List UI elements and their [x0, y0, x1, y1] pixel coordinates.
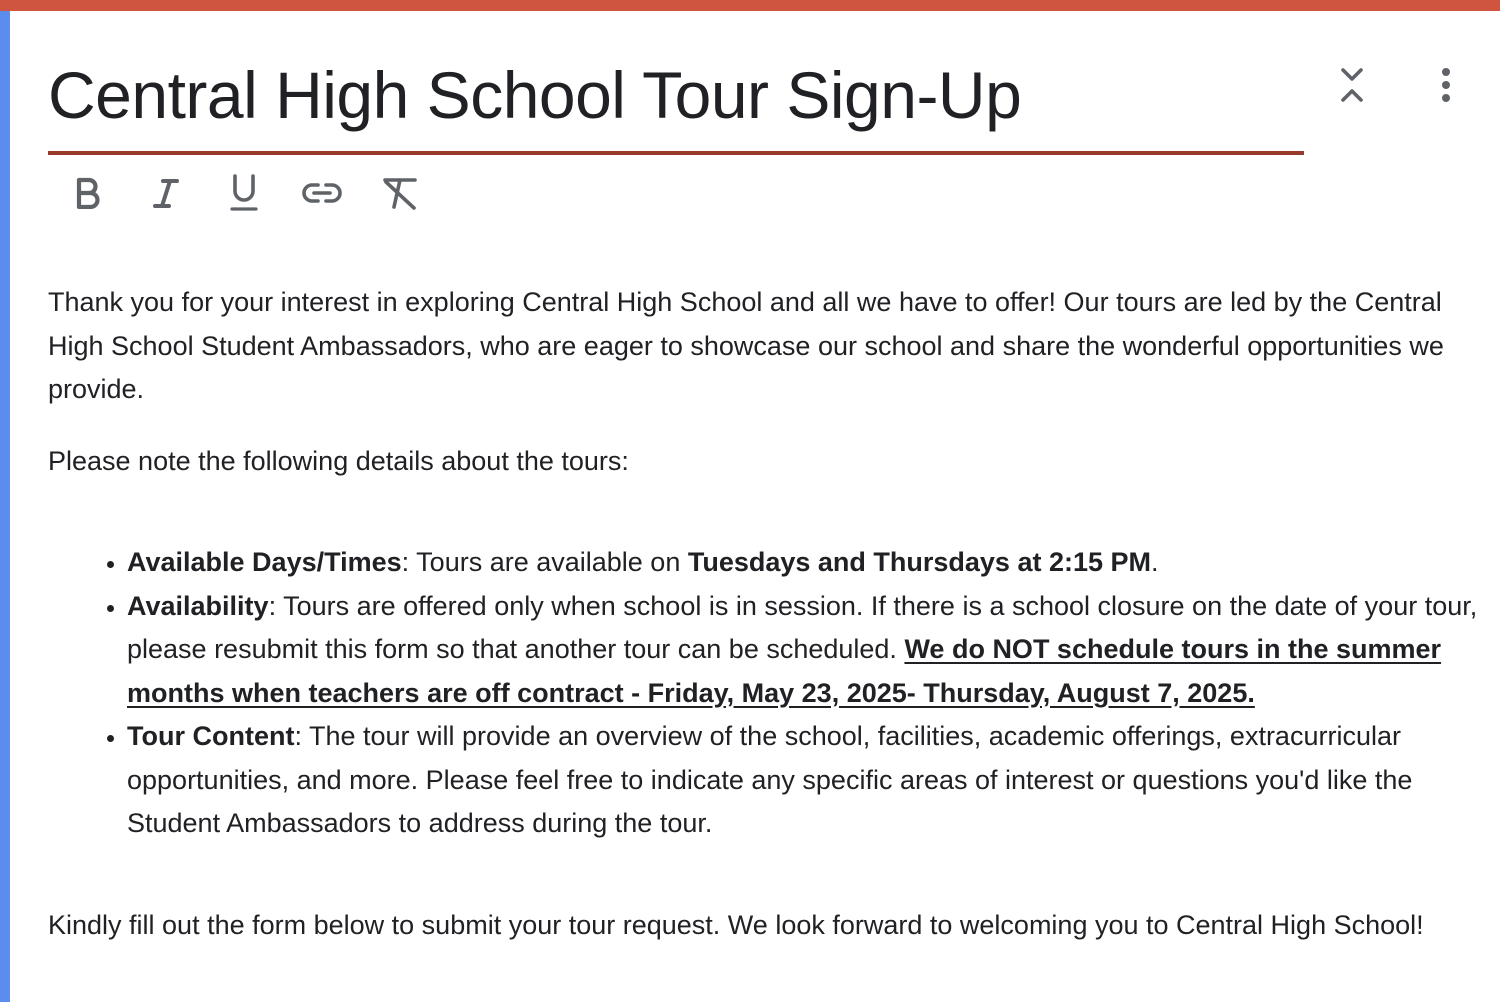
italic-icon: [152, 177, 180, 209]
form-header-card: [10, 11, 1500, 1002]
form-description[interactable]: [48, 281, 1478, 947]
insert-link-button[interactable]: [300, 171, 344, 215]
link-icon: [301, 181, 343, 205]
text-format-toolbar: [66, 171, 456, 215]
bullet-text: : The tour will provide an overview of the school, facilities, academic offerings, extracurricular opportunities, and more. Please feel free to indicate any specific areas of interest or questions you'd like the Student Ambassadors to address during the tour.: [127, 721, 1413, 838]
list-item: [127, 541, 1478, 585]
bold-button[interactable]: [66, 171, 110, 215]
collapse-icon: [1338, 65, 1366, 105]
more-options-button[interactable]: [1422, 61, 1470, 109]
bullet-bold-text: Tuesdays and Thursdays at 2:15 PM: [687, 547, 1151, 577]
bullet-label: Tour Content: [127, 721, 295, 751]
form-title-field[interactable]: [48, 51, 1304, 155]
list-item: [127, 585, 1478, 716]
form-title[interactable]: Central High School Tour Sign-Up: [48, 58, 1022, 132]
bullet-label: Availability: [127, 590, 269, 621]
closing-paragraph: Kindly fill out the form below to submit your tour request. We look forward to welcoming you to Central High School!: [48, 909, 1424, 940]
bullet-label: Available Days/Times: [127, 547, 402, 577]
bullet-text: : Tours are available on: [401, 547, 688, 577]
bold-icon: [74, 177, 102, 209]
intro-paragraph: Thank you for your interest in exploring Central High School and all we have to offer! Our tours are led by the Central High School Student Ambassadors, who are eager to showcase our school and share the wonderful opportunities we provide.: [48, 287, 1444, 404]
bullet-text: : Tours are offered only when school is in session. If there is a school closure on the date of your tour, please resubmit this form so that another tour can be scheduled.: [127, 590, 1478, 664]
underline-button[interactable]: [222, 171, 266, 215]
clear-formatting-icon: [381, 176, 419, 210]
details-lead-paragraph: Please note the following details about the tours:: [48, 445, 629, 476]
more-vert-icon: [1440, 65, 1452, 105]
tour-details-list: [48, 541, 1478, 846]
collapse-button[interactable]: [1328, 61, 1376, 109]
form-top-accent-bar: [0, 0, 1500, 11]
clear-formatting-button[interactable]: [378, 171, 422, 215]
list-item: [127, 715, 1478, 846]
italic-button[interactable]: [144, 171, 188, 215]
bullet-emphasis: We do NOT schedule tours in the summer months when teachers are off contract - Friday, May 23, 2025- Thursday, August 7, 2025.: [127, 634, 1442, 708]
bullet-end: .: [1151, 547, 1159, 577]
underline-icon: [229, 173, 259, 213]
active-section-indicator: [0, 11, 10, 1002]
